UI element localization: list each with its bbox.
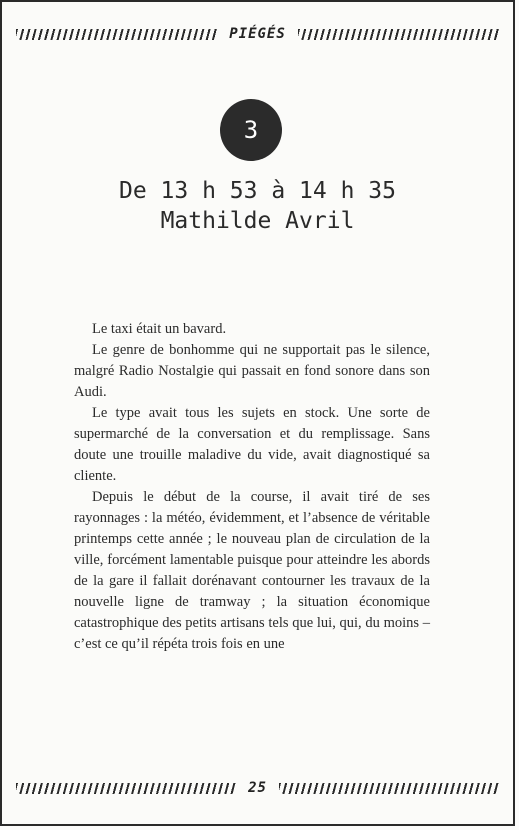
header-hatch-right: [298, 29, 499, 40]
chapter-character-name: Mathilde Avril: [160, 208, 355, 234]
paragraph: Le type avait tous les sujets en stock. Une sorte de supermarché de la conversation et du remplissage. Sans doute une trouille maladive du vide, avait diagnostiqué sa cliente.: [74, 405, 430, 484]
chapter-number: 3: [243, 116, 259, 144]
paragraph: Le taxi était un bavard.: [92, 321, 227, 337]
body-text: [74, 319, 430, 655]
header-hatch-left: [16, 29, 217, 40]
chapter-time-range: De 13 h 53 à 14 h 35: [119, 178, 396, 204]
paragraph: Le genre de bonhomme qui ne supportait pas le silence, malgré Radio Nostalgie qui passait en fond sonore dans son Audi.: [74, 342, 430, 400]
running-header: [16, 24, 499, 44]
footer-hatch-right: [279, 783, 499, 794]
running-title: PIÉGÉS: [229, 26, 286, 42]
chapter-number-badge: [220, 99, 282, 161]
page-number: 25: [248, 780, 267, 796]
running-footer: [16, 778, 499, 798]
chapter-title: [22, 176, 493, 236]
paragraph: Depuis le début de la course, il avait tiré de ses rayonnages : la météo, évidemment, et l’absence de véritable printemps cette année ; le nouveau plan de circulation de la ville, forcément lamentable puisque pour atteindre les abords de la gare il fallait dorénavant contourner les travaux de la nouvelle ligne de tramway ; la situation économique catastrophique des petits artisans tels que lui, qui, du moins – c’est ce qu’il répéta trois fois en une: [74, 489, 430, 652]
footer-hatch-left: [16, 783, 236, 794]
